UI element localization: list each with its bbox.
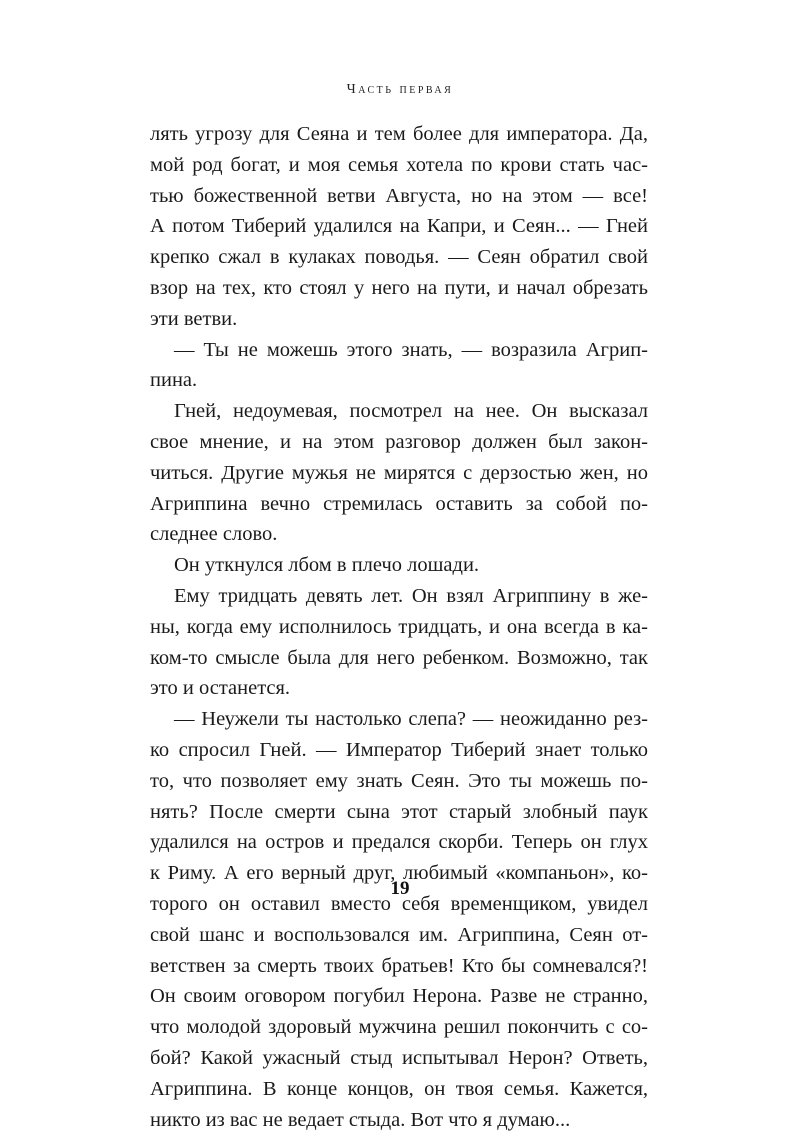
text-line: удалился на остров и предался скорби. Теперь он глух (150, 827, 648, 858)
text-line: крепко сжал в кулаках поводья. — Сеян обратил свой (150, 242, 648, 273)
text-line: — Неужели ты настолько слепа? — неожиданно рез- (150, 704, 648, 735)
text-line: взор на тех, кто стоял у него на пути, и начал обрезать (150, 273, 648, 304)
text-line: это и останется. (150, 673, 648, 704)
text-line: ко спросил Гней. — Император Тиберий знает только (150, 735, 648, 766)
text-line: мой род богат, и моя семья хотела по крови стать час- (150, 150, 648, 181)
text-line: Агриппина. В конце концов, он твоя семья. Кажется, (150, 1074, 648, 1105)
text-line: лять угрозу для Сеяна и тем более для императора. Да, (150, 119, 648, 150)
text-line: к Риму. А его верный друг, любимый «компаньон», ко- (150, 858, 648, 889)
text-line: тью божественной ветви Августа, но на этом — все! (150, 181, 648, 212)
text-line: пина. (150, 365, 648, 396)
page-number: 19 (0, 878, 800, 900)
text-line: — Ты не можешь этого знать, — возразила Агрип- (150, 335, 648, 366)
text-line: торого он оставил вместо себя временщиком, увидел (150, 889, 648, 920)
text-line: Агриппина вечно стремилась оставить за собой по- (150, 489, 648, 520)
text-line: ны, когда ему исполнилось тридцать, и она всегда в ка- (150, 612, 648, 643)
text-line: ветствен за смерть твоих братьев! Кто бы сомневался?! (150, 951, 648, 982)
body-text (150, 119, 648, 1135)
text-line: бой? Какой ужасный стыд испытывал Нерон? Ответь, (150, 1043, 648, 1074)
text-line: Он своим оговором погубил Нерона. Разве не странно, (150, 981, 648, 1012)
text-line: то, что позволяет ему знать Сеян. Это ты можешь по- (150, 766, 648, 797)
text-line: никто из вас не ведает стыда. Вот что я думаю... (150, 1105, 648, 1135)
text-line: Он уткнулся лбом в плечо лошади. (150, 550, 648, 581)
text-line: свой шанс и воспользовался им. Агриппина, Сеян от- (150, 920, 648, 951)
text-line: свое мнение, и на этом разговор должен был закон- (150, 427, 648, 458)
running-head: Часть первая (0, 82, 800, 98)
text-line: читься. Другие мужья не мирятся с дерзостью жен, но (150, 458, 648, 489)
text-line: А потом Тиберий удалился на Капри, и Сеян... — Гней (150, 211, 648, 242)
text-line: следнее слово. (150, 519, 648, 550)
text-line: эти ветви. (150, 304, 648, 335)
text-line: нять? После смерти сына этот старый злобный паук (150, 797, 648, 828)
text-line: ком-то смысле была для него ребенком. Возможно, так (150, 643, 648, 674)
text-line: что молодой здоровый мужчина решил покончить с со- (150, 1012, 648, 1043)
text-line: Гней, недоумевая, посмотрел на нее. Он высказал (150, 396, 648, 427)
text-line: Ему тридцать девять лет. Он взял Агриппину в же- (150, 581, 648, 612)
